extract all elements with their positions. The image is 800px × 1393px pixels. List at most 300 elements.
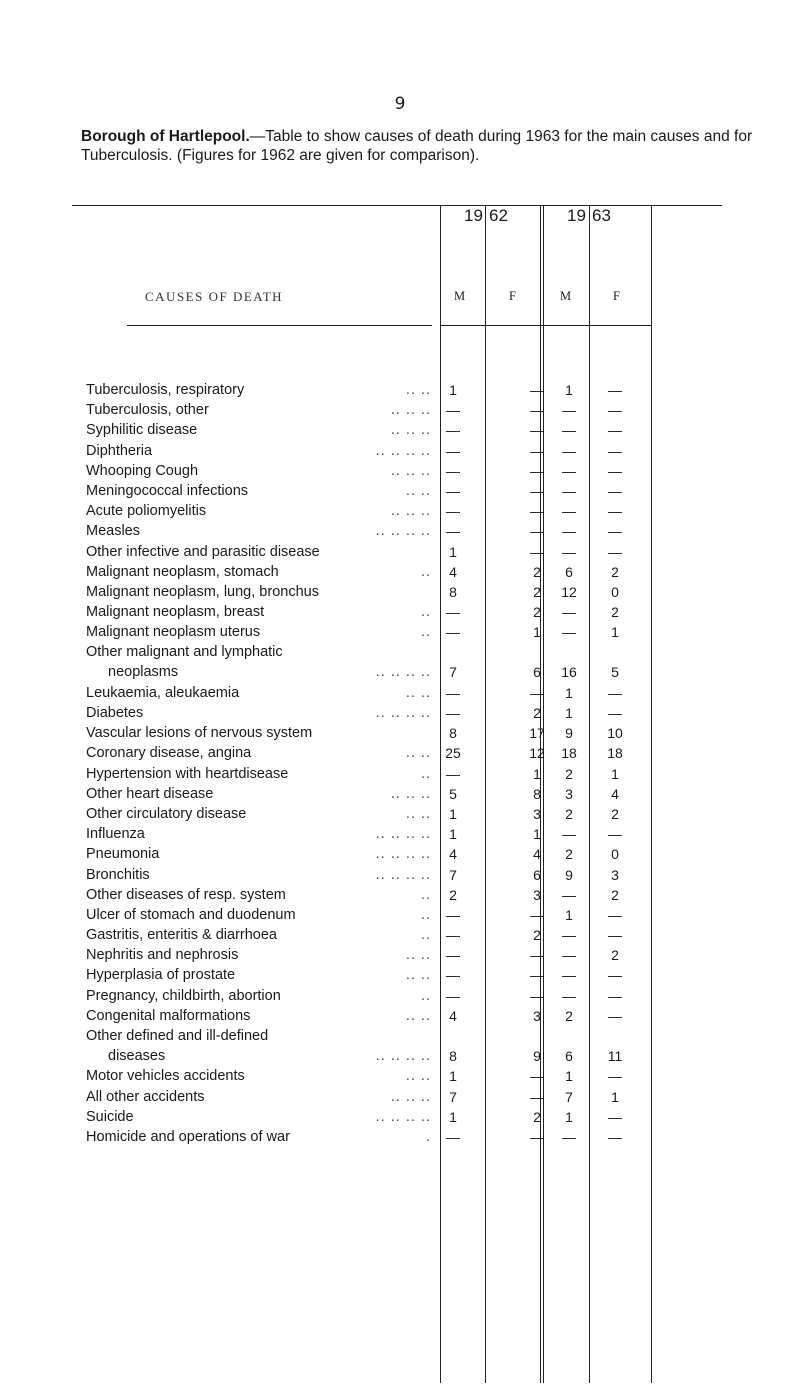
table-top-rule: [72, 205, 722, 206]
leader-dots: ..: [420, 604, 431, 621]
table-row: [0, 703, 800, 723]
value-1962-male: 4: [449, 563, 457, 580]
cause-label: [86, 622, 431, 642]
table-row: [0, 824, 800, 844]
cause-name: Tuberculosis, other: [86, 402, 209, 419]
value-1963-male: —: [562, 967, 576, 984]
year-1963-left: 19: [567, 206, 586, 225]
value-1962-female: —: [530, 482, 544, 499]
value-1962-male: —: [446, 482, 460, 499]
value-1963-male: 2: [565, 1007, 573, 1024]
table-row: [0, 1026, 800, 1066]
leader-dots: .. ..: [405, 947, 431, 964]
value-1962-male: 1: [449, 1108, 457, 1125]
value-1962-female: —: [530, 422, 544, 439]
value-1963-female: 0: [611, 846, 619, 863]
cause-label: [86, 965, 431, 985]
table-row: [0, 1107, 800, 1127]
header-rule-left: [127, 325, 432, 326]
value-1962-male: 1: [449, 543, 457, 560]
cause-name: Coronary disease, angina: [86, 745, 252, 762]
leader-dots: ..: [420, 987, 431, 1004]
value-1962-male: 7: [449, 1088, 457, 1105]
value-1962-male: —: [446, 947, 460, 964]
leader-dots: .. ..: [405, 967, 431, 984]
causes-of-death-header: CAUSES OF DEATH: [145, 289, 284, 304]
header-1962-male: M: [454, 289, 467, 303]
value-1963-female: —: [608, 523, 622, 540]
cause-label: [86, 723, 431, 743]
value-1963-female: 4: [611, 785, 619, 802]
value-1962-male: —: [446, 967, 460, 984]
cause-label: [86, 945, 431, 965]
value-1963-male: 6: [565, 563, 573, 580]
value-1963-male: 7: [565, 1088, 573, 1105]
value-1963-female: —: [608, 987, 622, 1004]
cause-label: [86, 885, 431, 905]
value-1963-female: 0: [611, 583, 619, 600]
leader-dots: ..: [420, 563, 431, 580]
value-1962-female: —: [530, 523, 544, 540]
table-row: [0, 602, 800, 622]
leader-dots: .. .. ..: [390, 422, 431, 439]
value-1963-female: —: [608, 503, 622, 520]
cause-label: [86, 441, 431, 461]
leader-dots: .. ..: [405, 382, 431, 398]
value-1962-male: 7: [449, 866, 457, 883]
value-1962-female: 2: [533, 583, 541, 600]
cause-label: [86, 844, 431, 864]
leader-dots: .. ..: [405, 684, 431, 701]
value-1963-female: 2: [611, 886, 619, 903]
value-1963-male: —: [562, 604, 576, 621]
table-row: [0, 420, 800, 440]
value-1963-female: 2: [611, 604, 619, 621]
cause-label: [86, 683, 431, 703]
leader-dots: .. ..: [405, 745, 431, 762]
value-1962-female: 2: [533, 705, 541, 722]
cause-label: [86, 562, 431, 582]
cause-name: Malignant neoplasm, lung, bronchus: [86, 583, 319, 600]
value-1963-male: —: [562, 826, 576, 843]
cause-label: [86, 542, 431, 562]
header-rule-right: [440, 325, 652, 326]
table-row: [0, 441, 800, 461]
value-1963-male: 18: [561, 745, 577, 762]
value-1962-female: 6: [533, 866, 541, 883]
cause-name: Homicide and operations of war: [86, 1128, 290, 1145]
value-1963-male: —: [562, 442, 576, 459]
value-1962-male: 4: [449, 1007, 457, 1024]
value-1962-female: 2: [533, 563, 541, 580]
cause-name: Suicide: [86, 1108, 134, 1125]
value-1963-female: —: [608, 1007, 622, 1024]
leader-dots: .. .. .. ..: [375, 846, 431, 863]
table-row: [0, 481, 800, 501]
value-1962-female: 12: [529, 745, 545, 762]
value-1962-female: 4: [533, 846, 541, 863]
value-1963-female: —: [608, 684, 622, 701]
value-1963-female: —: [608, 442, 622, 459]
cause-label: [86, 986, 431, 1006]
value-1963-male: —: [562, 886, 576, 903]
table-row: [0, 986, 800, 1006]
cause-name: Hyperplasia of prostate: [86, 967, 236, 984]
cause-name: Nephritis and nephrosis: [86, 947, 239, 964]
value-1963-female: —: [608, 705, 622, 722]
value-1962-male: 5: [449, 785, 457, 802]
cause-label: [86, 764, 431, 784]
leader-dots: .. .. .. ..: [375, 1048, 431, 1065]
value-1963-male: 1: [565, 705, 573, 722]
cause-name-continued: neoplasms: [108, 664, 179, 681]
cause-name: Pneumonia: [86, 846, 160, 863]
value-1963-male: —: [562, 624, 576, 641]
value-1963-female: —: [608, 462, 622, 479]
value-1963-male: 1: [565, 382, 573, 398]
table-row: [0, 965, 800, 985]
cause-name: Syphilitic disease: [86, 422, 198, 439]
cause-name: Other diseases of resp. system: [86, 886, 286, 903]
cause-name: All other accidents: [86, 1088, 205, 1105]
value-1962-male: —: [446, 684, 460, 701]
value-1963-male: 6: [565, 1048, 573, 1065]
table-row: [0, 1127, 800, 1147]
value-1963-female: —: [608, 382, 622, 398]
value-1963-female: 18: [607, 745, 623, 762]
table-row: [0, 1006, 800, 1026]
value-1963-male: 12: [561, 583, 577, 600]
cause-label: [86, 420, 431, 440]
value-1962-female: —: [530, 543, 544, 560]
table-row: [0, 380, 800, 400]
cause-name: Other malignant and lymphatic: [86, 644, 283, 661]
cause-name: Other heart disease: [86, 785, 214, 802]
value-1963-male: —: [562, 987, 576, 1004]
value-1962-female: 2: [533, 1108, 541, 1125]
cause-label: [86, 824, 431, 844]
value-1962-male: —: [446, 402, 460, 419]
cause-label: [86, 602, 431, 622]
value-1962-female: 6: [533, 664, 541, 681]
value-1963-male: 1: [565, 906, 573, 923]
leader-dots: .. .. .. ..: [375, 442, 431, 459]
table-row: [0, 501, 800, 521]
header-1963-male: M: [560, 289, 573, 303]
cause-label: [86, 1026, 431, 1066]
value-1963-male: —: [562, 1128, 576, 1145]
value-1962-female: —: [530, 987, 544, 1004]
value-1962-female: —: [530, 442, 544, 459]
leader-dots: .. ..: [405, 482, 431, 499]
table-row: [0, 683, 800, 703]
value-1962-female: 1: [533, 624, 541, 641]
cause-label: [86, 642, 431, 682]
heading-borough: Borough of Hartlepool.: [81, 128, 250, 145]
leader-dots: .. .. .. ..: [375, 705, 431, 722]
table-row: [0, 542, 800, 562]
value-1963-female: 2: [611, 563, 619, 580]
value-1962-male: 4: [449, 846, 457, 863]
value-1962-male: 8: [449, 583, 457, 600]
value-1962-male: —: [446, 462, 460, 479]
cause-name: Whooping Cough: [86, 462, 199, 479]
table-row: [0, 1066, 800, 1086]
cause-name: Motor vehicles accidents: [86, 1068, 245, 1085]
value-1962-female: —: [530, 684, 544, 701]
year-1963-right: 63: [592, 206, 611, 225]
value-1962-female: —: [530, 382, 544, 398]
leader-dots: .. .. ..: [390, 462, 431, 479]
value-1962-female: 9: [533, 1048, 541, 1065]
table-row: [0, 1087, 800, 1107]
leader-dots: ..: [420, 765, 431, 782]
value-1963-female: 5: [611, 664, 619, 681]
value-1963-female: 10: [607, 725, 623, 742]
cause-label: [86, 905, 431, 925]
cause-name: Diabetes: [86, 705, 144, 722]
value-1962-male: —: [446, 442, 460, 459]
value-1963-male: —: [562, 927, 576, 944]
value-1962-female: —: [530, 462, 544, 479]
value-1963-female: —: [608, 1068, 622, 1085]
leader-dots: .. .. ..: [390, 785, 431, 802]
value-1962-male: —: [446, 987, 460, 1004]
leader-dots: .. ..: [405, 1068, 431, 1085]
leader-dots: ..: [420, 886, 431, 903]
cause-name: Acute poliomyelitis: [86, 503, 207, 520]
value-1962-male: —: [446, 927, 460, 944]
value-1963-male: 1: [565, 684, 573, 701]
cause-name: Hypertension with heartdisease: [86, 765, 289, 782]
cause-name: Gastritis, enteritis & diarrhoea: [86, 927, 277, 944]
leader-dots: ..: [420, 624, 431, 641]
cause-name: Congenital malformations: [86, 1007, 251, 1024]
value-1963-male: 1: [565, 1068, 573, 1085]
value-1963-male: 9: [565, 725, 573, 742]
value-1962-female: —: [530, 402, 544, 419]
value-1962-female: 8: [533, 785, 541, 802]
table-body: [0, 380, 800, 1147]
value-1962-female: 2: [533, 604, 541, 621]
value-1962-male: —: [446, 604, 460, 621]
value-1963-female: —: [608, 1128, 622, 1145]
cause-label: [86, 400, 431, 420]
cause-name: Malignant neoplasm, breast: [86, 604, 265, 621]
value-1963-male: —: [562, 462, 576, 479]
leader-dots: .. .. ..: [390, 503, 431, 520]
value-1963-male: 9: [565, 866, 573, 883]
page-number: 9: [394, 94, 406, 114]
cause-name: Other defined and ill-defined: [86, 1028, 269, 1045]
cause-name: Meningococcal infections: [86, 482, 249, 499]
value-1962-male: 8: [449, 725, 457, 742]
value-1962-male: —: [446, 523, 460, 540]
cause-name: Diphtheria: [86, 442, 153, 459]
value-1962-male: —: [446, 705, 460, 722]
header-1963-female: F: [613, 289, 621, 303]
value-1962-female: 3: [533, 805, 541, 822]
header-1962-female: F: [509, 289, 517, 303]
leader-dots: .: [425, 1128, 431, 1145]
value-1962-male: 1: [449, 382, 457, 398]
table-row: [0, 622, 800, 642]
table-row: [0, 925, 800, 945]
leader-dots: .. .. ..: [390, 402, 431, 419]
cause-name: Measles: [86, 523, 140, 540]
cause-name: Tuberculosis, respiratory: [86, 382, 245, 398]
value-1962-female: 17: [529, 725, 545, 742]
heading-text: —Table to show causes of death during 1963 for the main causes and for Tuberculosis. (Figures for 1962 are given for comparison).: [81, 128, 753, 164]
cause-label: [86, 1127, 431, 1147]
value-1963-male: —: [562, 402, 576, 419]
value-1963-male: —: [562, 523, 576, 540]
value-1963-male: —: [562, 947, 576, 964]
table-row: [0, 945, 800, 965]
value-1963-female: 11: [607, 1048, 623, 1065]
value-1963-male: 2: [565, 765, 573, 782]
value-1963-female: 3: [611, 866, 619, 883]
value-1962-female: —: [530, 1128, 544, 1145]
value-1962-female: —: [530, 503, 544, 520]
value-1963-male: —: [562, 422, 576, 439]
value-1962-female: 3: [533, 1007, 541, 1024]
value-1963-female: 1: [611, 624, 619, 641]
table-row: [0, 642, 800, 682]
cause-name: Leukaemia, aleukaemia: [86, 684, 240, 701]
value-1963-female: —: [608, 422, 622, 439]
value-1962-male: —: [446, 765, 460, 782]
table-row: [0, 885, 800, 905]
table-row: [0, 461, 800, 481]
value-1963-female: —: [608, 402, 622, 419]
leader-dots: ..: [420, 927, 431, 944]
cause-label: [86, 925, 431, 945]
table-row: [0, 804, 800, 824]
value-1962-female: —: [530, 906, 544, 923]
value-1963-male: 2: [565, 805, 573, 822]
value-1962-male: —: [446, 422, 460, 439]
value-1963-female: —: [608, 826, 622, 843]
leader-dots: .. .. .. ..: [375, 664, 431, 681]
value-1963-female: —: [608, 927, 622, 944]
cause-label: [86, 1006, 431, 1026]
leader-dots: .. ..: [405, 1007, 431, 1024]
year-1962-left: 19: [464, 206, 483, 225]
value-1962-male: 1: [449, 805, 457, 822]
cause-label: [86, 703, 431, 723]
cause-name: Vascular lesions of nervous system: [86, 725, 313, 742]
leader-dots: .. .. .. ..: [375, 523, 431, 540]
value-1963-male: 16: [561, 664, 577, 681]
value-1962-female: —: [530, 1068, 544, 1085]
value-1963-female: —: [608, 906, 622, 923]
cause-name: Pregnancy, childbirth, abortion: [86, 987, 281, 1004]
cause-label: [86, 582, 431, 602]
value-1962-male: 1: [449, 1068, 457, 1085]
value-1963-female: —: [608, 543, 622, 560]
table-row: [0, 582, 800, 602]
value-1962-male: —: [446, 906, 460, 923]
cause-label: [86, 804, 431, 824]
value-1962-male: 1: [449, 826, 457, 843]
table-row: [0, 784, 800, 804]
value-1962-female: 2: [533, 927, 541, 944]
value-1963-male: 2: [565, 846, 573, 863]
value-1963-female: —: [608, 1108, 622, 1125]
table-row: [0, 844, 800, 864]
cause-label: [86, 521, 431, 541]
value-1963-female: —: [608, 967, 622, 984]
value-1962-male: 2: [449, 886, 457, 903]
leader-dots: .. .. .. ..: [375, 866, 431, 883]
value-1962-female: 1: [533, 765, 541, 782]
value-1962-male: 8: [449, 1048, 457, 1065]
table-row: [0, 400, 800, 420]
cause-name: Bronchitis: [86, 866, 150, 883]
value-1962-female: 1: [533, 826, 541, 843]
leader-dots: .. .. .. ..: [375, 826, 431, 843]
value-1963-female: 2: [611, 947, 619, 964]
cause-name: Malignant neoplasm, stomach: [86, 563, 279, 580]
value-1962-female: —: [530, 967, 544, 984]
leader-dots: .. .. ..: [390, 1088, 431, 1105]
table-row: [0, 562, 800, 582]
table-row: [0, 743, 800, 763]
cause-name: Other circulatory disease: [86, 805, 247, 822]
value-1963-female: 1: [611, 1088, 619, 1105]
cause-name: Ulcer of stomach and duodenum: [86, 906, 296, 923]
leader-dots: ..: [420, 906, 431, 923]
value-1962-male: —: [446, 624, 460, 641]
table-row: [0, 764, 800, 784]
value-1962-female: —: [530, 1088, 544, 1105]
cause-name: Other infective and parasitic disease: [86, 543, 320, 560]
value-1963-male: —: [562, 482, 576, 499]
table-row: [0, 905, 800, 925]
cause-label: [86, 1066, 431, 1086]
value-1962-male: —: [446, 503, 460, 520]
value-1962-male: 25: [445, 745, 461, 762]
cause-label: [86, 1107, 431, 1127]
table-row: [0, 521, 800, 541]
value-1963-female: 2: [611, 805, 619, 822]
value-1963-male: —: [562, 543, 576, 560]
cause-label: [86, 481, 431, 501]
value-1963-female: —: [608, 482, 622, 499]
value-1963-male: —: [562, 503, 576, 520]
value-1962-male: 7: [449, 664, 457, 681]
cause-name: Influenza: [86, 826, 145, 843]
table-row: [0, 865, 800, 885]
cause-label: [86, 461, 431, 481]
cause-name-continued: diseases: [108, 1048, 166, 1065]
cause-label: [86, 501, 431, 521]
value-1963-female: 1: [611, 765, 619, 782]
value-1962-female: 3: [533, 886, 541, 903]
cause-label: [86, 380, 431, 400]
cause-label: [86, 865, 431, 885]
value-1963-male: 1: [565, 1108, 573, 1125]
value-1962-male: —: [446, 1128, 460, 1145]
value-1962-female: —: [530, 947, 544, 964]
table-row: [0, 723, 800, 743]
cause-label: [86, 1087, 431, 1107]
cause-label: [86, 743, 431, 763]
cause-label: [86, 784, 431, 804]
leader-dots: .. .. .. ..: [375, 1108, 431, 1125]
value-1963-male: 3: [565, 785, 573, 802]
